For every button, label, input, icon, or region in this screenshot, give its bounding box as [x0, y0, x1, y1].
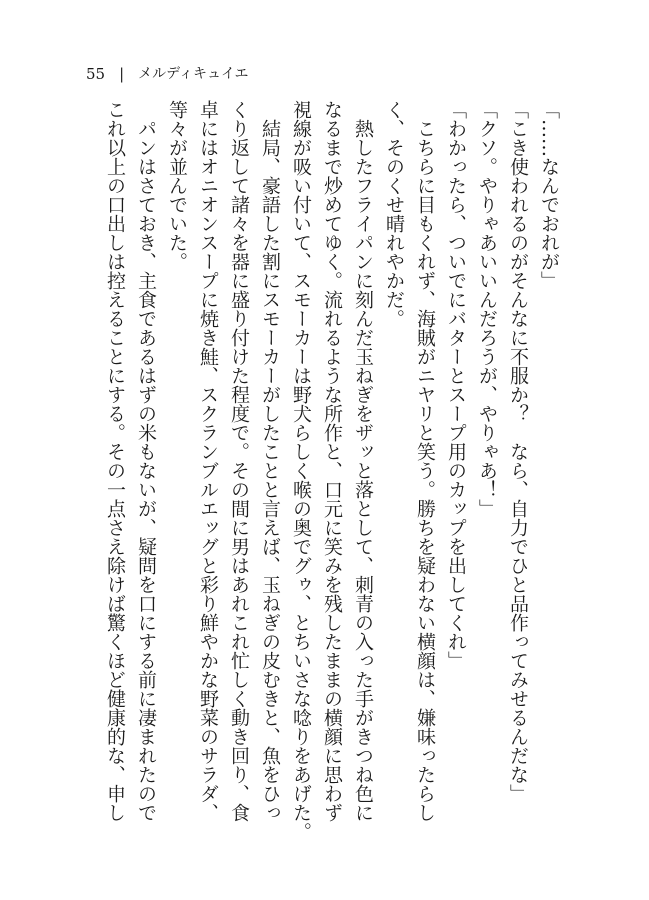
header-separator: |	[119, 65, 125, 83]
text-line: 「こき使われるのがそんなに不服か？ なら、自力でひと品作ってみせるんだな」	[507, 100, 529, 803]
text-line: 「クソ。やりゃあいいんだろうが、やりゃあ！」	[476, 100, 498, 518]
text-line: 卓にはオニオンスープに焼き鮭、スクランブルエッグと彩り鮮やかな野菜のサラダ、	[197, 100, 219, 822]
text-line: 「わかったら、ついでにバターとスープ用のカップを出してくれ」	[445, 100, 467, 670]
text-line: 視線が吸い付いて、スモーカーは野犬らしく喉の奥でグゥ、とちいさな唸りをあげた。	[290, 100, 312, 841]
text-line: これ以上の口出しは控えることにする。その一点さえ除けば驚くほど健康的な、申し	[104, 100, 126, 822]
body-text	[74, 100, 564, 862]
text-line: く、そのくせ晴れやかだ。	[383, 100, 405, 328]
text-line: 「……なんでおれが」	[538, 100, 560, 290]
page-number: 55	[86, 65, 106, 83]
text-line: なるまで炒めてゆく。流れるような所作と、口元に笑みを残したままの横顔に思わず	[321, 100, 343, 822]
text-line: 等々が並んでいた。	[166, 100, 188, 271]
text-line: こちらに目もくれず、海賊がニヤリと笑う。勝ちを疑わない横顔は、嫌味ったらし	[414, 100, 436, 822]
text-line: 結局、豪語した割にスモーカーがしたことと言えば、玉ねぎの皮むきと、魚をひっ	[259, 100, 281, 822]
page-header	[86, 64, 248, 84]
running-title: メルディキュイエ	[138, 66, 249, 82]
text-line: パンはさておき、主食であるはずの米もないが、疑問を口にする前に凄まれたので	[135, 100, 157, 822]
text-line: くり返して諸々を器に盛り付けた程度で。その間に男はあれこれ忙しく動き回り、食	[228, 100, 250, 822]
text-line: 熱したフライパンに刻んだ玉ねぎをザッと落として、刺青の入った手がきつね色に	[352, 100, 374, 822]
